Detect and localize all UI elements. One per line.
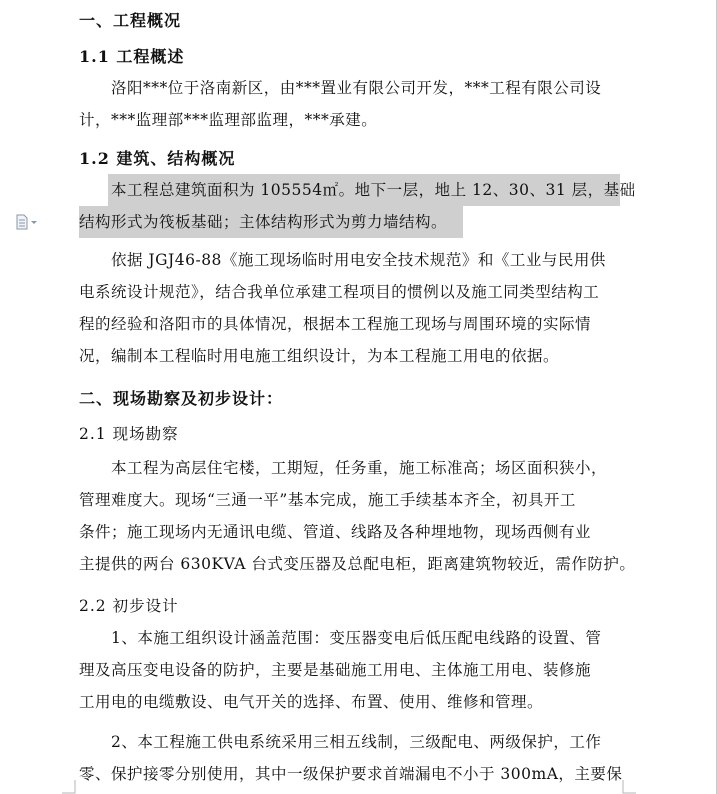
margin-corner-mark: [62, 780, 76, 794]
text-line: 依据 JGJ46-88《施工现场临时用电安全技术规范》和《工业与民用供: [111, 251, 606, 269]
heading-1: 一、工程概况: [79, 11, 182, 30]
text-line: 2、本工程施工供电系统采用三相五线制，三级配电、两级保护，工作: [111, 733, 602, 751]
text-line: 计，***监理部***监理部监理，***承建。: [79, 111, 378, 129]
text-line: 1、本施工组织设计涵盖范围：变压器变电后低压配电线路的设置、管: [111, 629, 602, 647]
text-line: 洛阳***位于洛南新区，由***置业有限公司开发，***工程有限公司设: [111, 79, 602, 97]
paragraph-basis: [79, 244, 621, 372]
text-line: 主提供的两台 630KVA 台式变压器及总配电柜，距离建筑物较近，需作防护。: [79, 555, 636, 573]
heading-2-1: 2.1 现场勘察: [79, 425, 179, 443]
paragraph-design-2: [79, 726, 621, 790]
text-line: 理及高压变电设备的防护，主要是基础施工用电、主体施工用电、装修施: [79, 661, 592, 679]
heading-2-2: 2.2 初步设计: [79, 597, 179, 615]
text-line: 电系统设计规范》，结合我单位承建工程项目的惯例以及施工同类型结构工: [79, 283, 600, 301]
text-line: 结构形式为筏板基础；主体结构形式为剪力墙结构。: [79, 213, 448, 231]
heading-1-1: 1.1 工程概述: [79, 47, 185, 66]
paragraph-overview: [79, 72, 621, 136]
paragraph-structure[interactable]: [79, 174, 636, 238]
heading-1-2: 1.2 建筑、结构概况: [79, 149, 236, 168]
heading-2: 二、现场勘察及初步设计：: [79, 389, 284, 408]
paragraph-document-icon[interactable]: [16, 214, 42, 230]
text-line: 管理难度大。现场“三通一平”基本完成，施工手续基本齐全，初具开工: [79, 491, 576, 509]
text-line: 本工程总建筑面积为 105554㎡。地下一层，地上 12、30、31 层，基础: [111, 181, 636, 199]
paragraph-design-1: [79, 622, 621, 718]
paragraph-survey: [79, 452, 636, 580]
margin-corner-mark: [622, 780, 636, 794]
text-line: 况，编制本工程临时用电施工组织设计，为本工程施工用电的依据。: [79, 347, 560, 365]
text-line: 本工程为高层住宅楼，工期短，任务重，施工标准高；场区面积狭小，: [111, 459, 608, 477]
text-line: 条件；施工现场内无通讯电缆、管道、线路及各种埋地物，现场西侧有业: [79, 523, 592, 541]
text-line: 零、保护接零分别使用，其中一级保护要求首端漏电不小于 300mA，主要保: [79, 765, 623, 783]
text-line: 工用电的电缆敷设、电气开关的选择、布置、使用、维修和管理。: [79, 693, 544, 711]
text-line: 程的经验和洛阳市的具体情况，根据本工程施工现场与周围环境的实际情: [79, 315, 592, 333]
